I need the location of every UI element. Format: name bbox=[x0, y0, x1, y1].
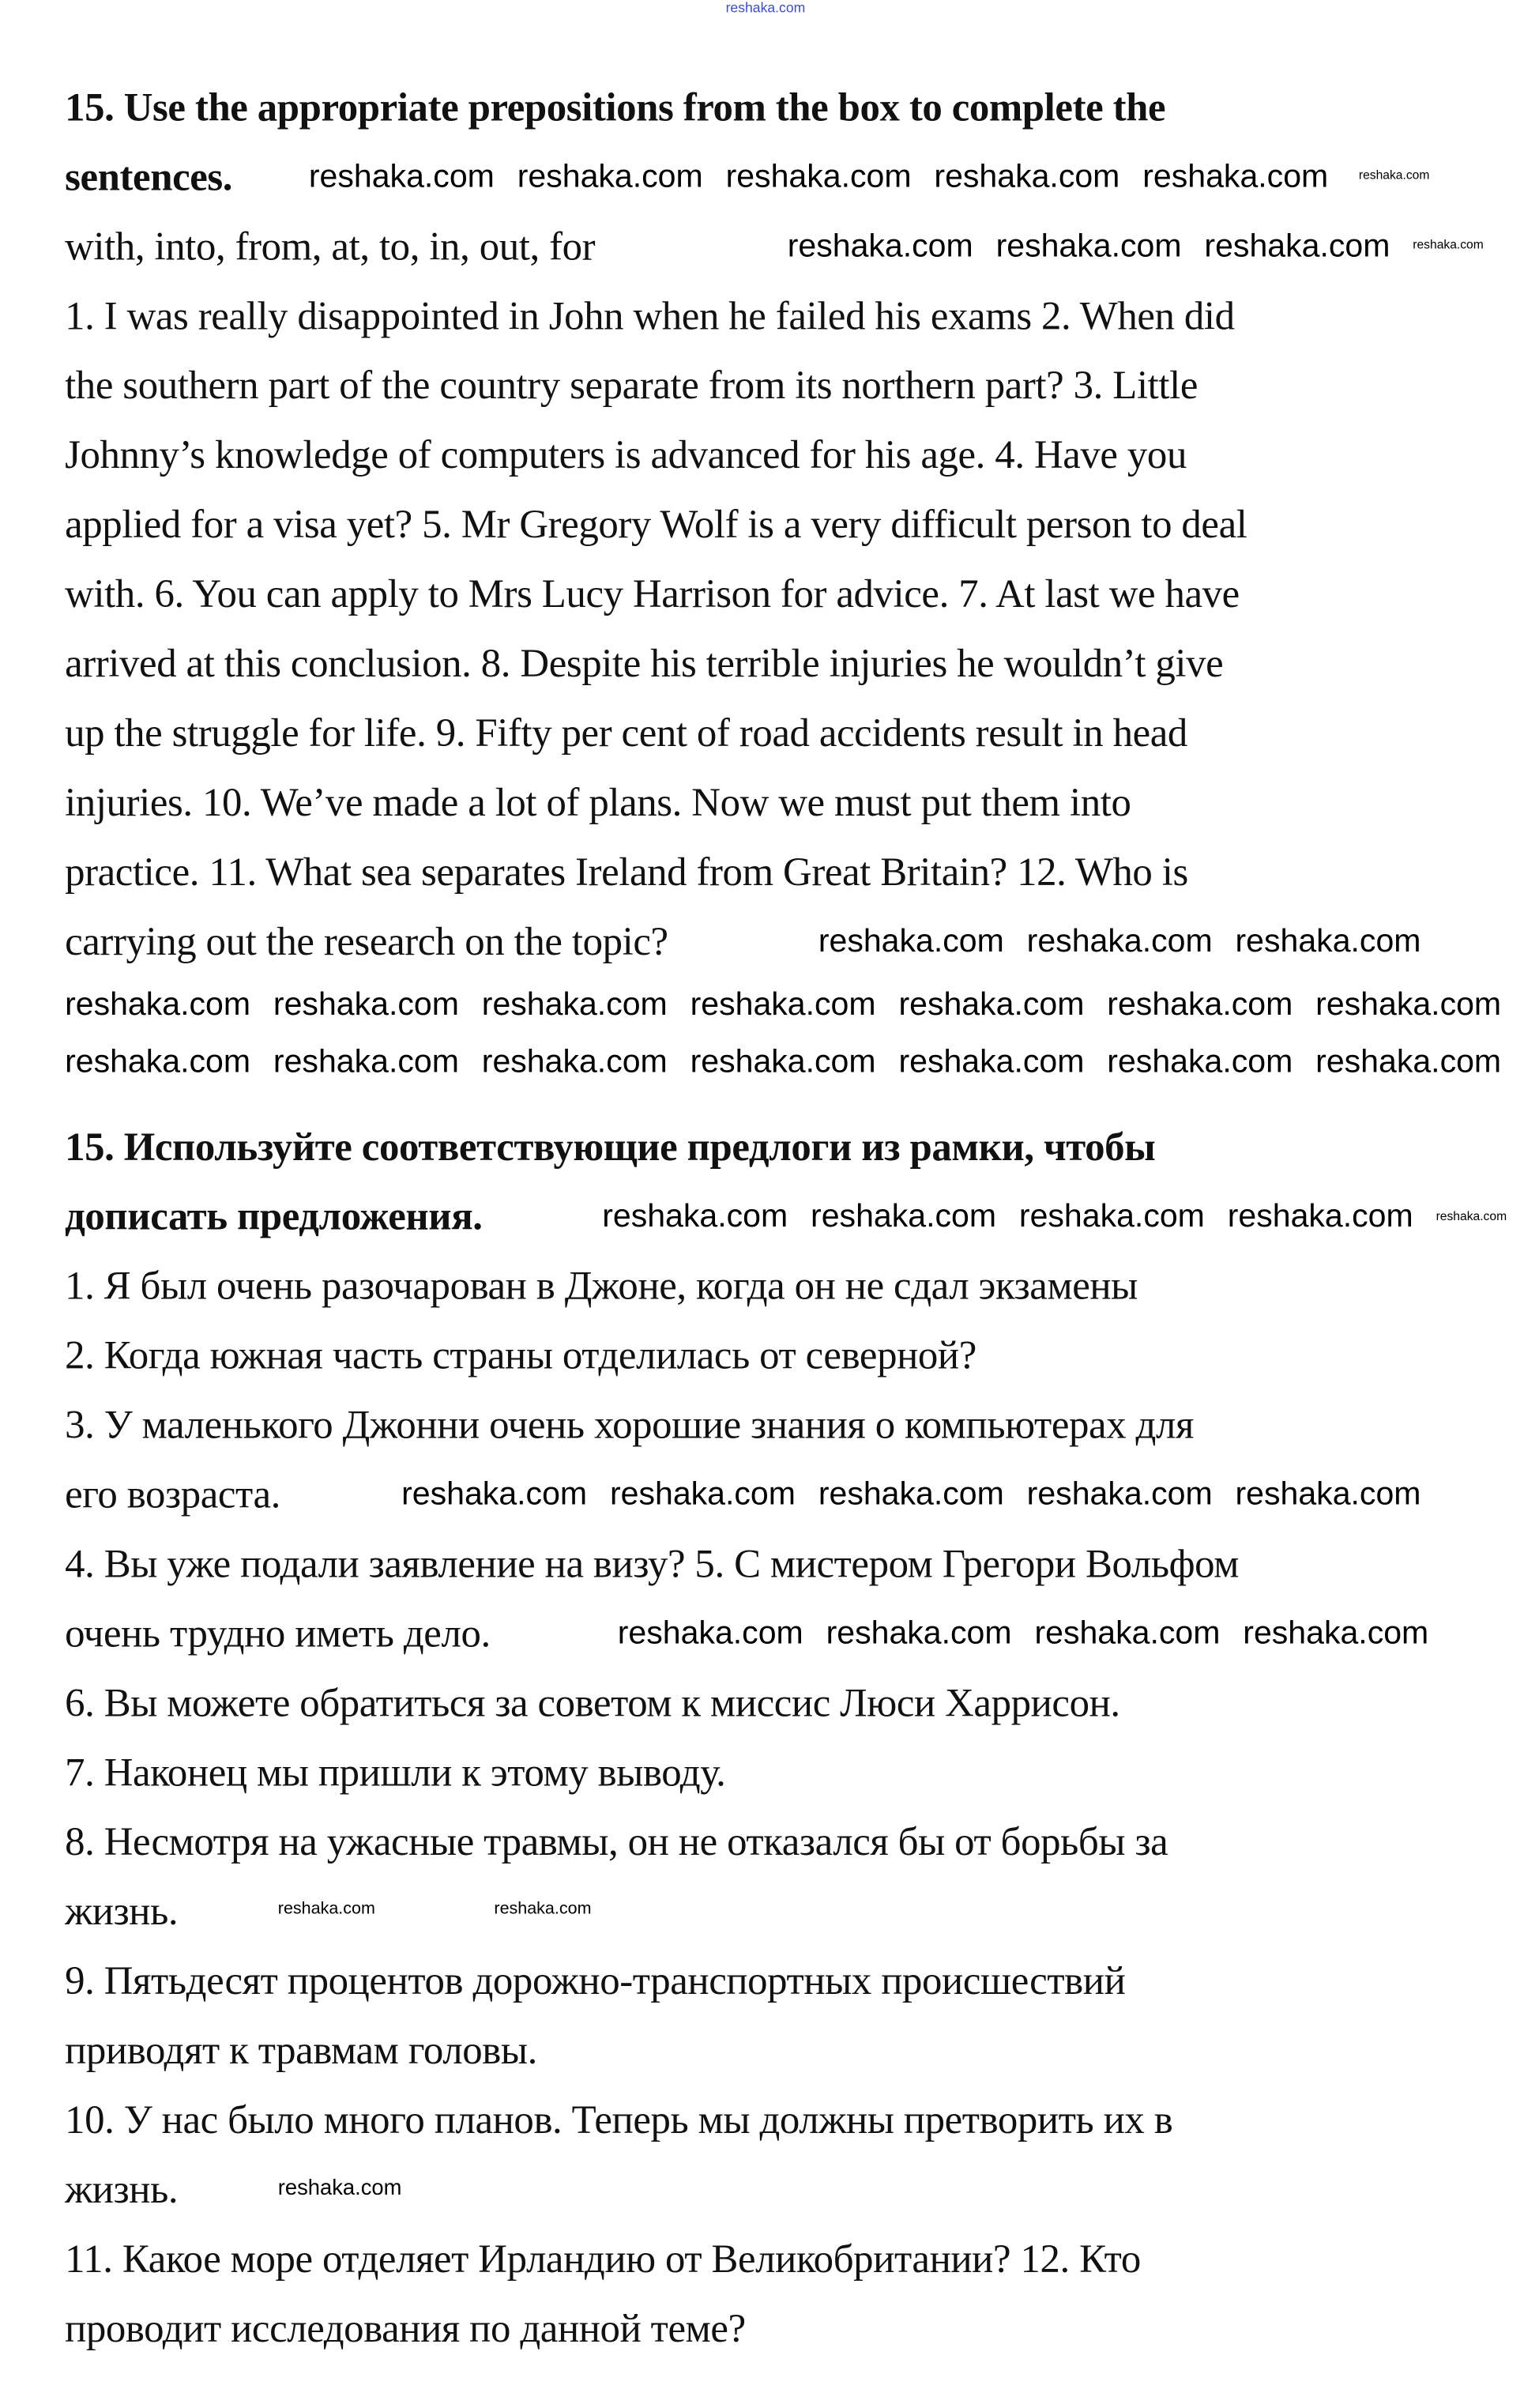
watermark: reshaka.com bbox=[277, 1899, 375, 1919]
text-line: arrived at this conclusion. 8. Despite his terrible injuries he wouldn’t give bbox=[65, 641, 1224, 686]
text-line: 7. Наконец мы пришли к этому выводу. bbox=[65, 1750, 726, 1796]
watermark: reshaka.com bbox=[481, 986, 668, 1023]
watermark: reshaka.com bbox=[725, 159, 912, 195]
watermark: reshaka.com bbox=[787, 228, 973, 265]
watermark: reshaka.com bbox=[308, 159, 495, 195]
watermark: reshaka.com bbox=[617, 1615, 803, 1652]
text-line: жизнь. bbox=[65, 1889, 179, 1934]
watermark: reshaka.com bbox=[1413, 237, 1484, 252]
text-line: проводит исследования по данной теме? bbox=[65, 2305, 746, 2351]
watermark: reshaka.com bbox=[1018, 1198, 1205, 1234]
watermark: reshaka.com bbox=[481, 1044, 668, 1080]
text-line: Johnny’s knowledge of computers is advanced for his age. 4. Have you bbox=[65, 432, 1187, 477]
watermark: reshaka.com bbox=[1107, 1044, 1293, 1080]
text-line: applied for a visa yet? 5. Mr Gregory Wolf is a very difficult person to deal bbox=[65, 502, 1247, 547]
watermark: reshaka.com bbox=[1026, 1476, 1213, 1513]
text-line: injuries. 10. We’ve made a lot of plans. Now we must put them into bbox=[65, 779, 1131, 825]
text-line: 1. I was really disappointed in John when he failed his exams 2. When did bbox=[65, 293, 1235, 339]
watermark: reshaka.com bbox=[1235, 1476, 1421, 1513]
watermark: reshaka.com bbox=[1235, 923, 1421, 959]
text-line: the southern part of the country separate from its northern part? 3. Little bbox=[65, 363, 1199, 408]
watermark: reshaka.com bbox=[277, 2174, 402, 2200]
watermark: reshaka.com bbox=[1358, 168, 1430, 183]
watermark: reshaka.com bbox=[995, 228, 1182, 265]
watermark: reshaka.com bbox=[1107, 986, 1293, 1023]
watermark: reshaka.com bbox=[602, 1198, 788, 1234]
text-line: up the struggle for life. 9. Fifty per cent of road accidents result in head bbox=[65, 710, 1187, 756]
text-line: 9. Пятьдесят процентов дорожно-транспортных происшествий bbox=[65, 1958, 1126, 2003]
text-line: 4. Вы уже подали заявление на визу? 5. С мистером Грегори Вольфом bbox=[65, 1541, 1240, 1587]
watermark: reshaka.com bbox=[494, 1899, 592, 1919]
watermark: reshaka.com bbox=[65, 986, 251, 1023]
text-line: carrying out the research on the topic? bbox=[65, 918, 668, 964]
watermark: reshaka.com bbox=[517, 159, 703, 195]
watermark: reshaka.com bbox=[1142, 159, 1329, 195]
exercise-heading-en-cont: sentences. bbox=[65, 154, 233, 200]
watermark: reshaka.com bbox=[818, 923, 1004, 959]
watermark: reshaka.com bbox=[898, 1044, 1085, 1080]
text-line: 1. Я был очень разочарован в Джоне, когда он не сдал экзамены bbox=[65, 1263, 1138, 1309]
text-line: 11. Какое море отделяет Ирландию от Великобритании? 12. Кто bbox=[65, 2236, 1141, 2282]
watermark: reshaka.com bbox=[401, 1476, 588, 1513]
text-line: жизнь. bbox=[65, 2167, 179, 2212]
watermark-top: reshaka.com bbox=[725, 0, 806, 16]
watermark: reshaka.com bbox=[811, 1198, 997, 1234]
text-line: 3. У маленького Джонни очень хорошие знания о компьютерах для bbox=[65, 1402, 1194, 1448]
watermark: reshaka.com bbox=[1204, 228, 1390, 265]
text-line: 10. У нас было много планов. Теперь мы должны претворить их в bbox=[65, 2097, 1173, 2142]
watermark: reshaka.com bbox=[609, 1476, 796, 1513]
watermark: reshaka.com bbox=[898, 986, 1085, 1023]
watermark: reshaka.com bbox=[273, 986, 459, 1023]
text-line: 2. Когда южная часть страны отделилась от северной? bbox=[65, 1332, 976, 1378]
exercise-heading-en: 15. Use the appropriate prepositions from the box to complete the bbox=[65, 85, 1166, 130]
exercise-heading-ru: 15. Используйте соответствующие предлоги из рамки, чтобы bbox=[65, 1124, 1156, 1170]
text-line: 6. Вы можете обратиться за советом к миссис Люси Харрисон. bbox=[65, 1680, 1120, 1726]
watermark: reshaka.com bbox=[1315, 1044, 1502, 1080]
watermark: reshaka.com bbox=[1034, 1615, 1221, 1652]
watermark: reshaka.com bbox=[1315, 986, 1502, 1023]
watermark: reshaka.com bbox=[934, 159, 1120, 195]
watermark: reshaka.com bbox=[1026, 923, 1213, 959]
watermark: reshaka.com bbox=[1227, 1198, 1413, 1234]
text-line: очень трудно иметь дело. bbox=[65, 1611, 491, 1656]
exercise-heading-ru-cont: дописать предложения. bbox=[65, 1193, 483, 1239]
text-line: practice. 11. What sea separates Ireland from Great Britain? 12. Who is bbox=[65, 849, 1188, 895]
text-line: приводят к травмам головы. bbox=[65, 2028, 537, 2073]
text-line: with. 6. You can apply to Mrs Lucy Harrison for advice. 7. At last we have bbox=[65, 571, 1240, 616]
watermark: reshaka.com bbox=[818, 1476, 1004, 1513]
watermark: reshaka.com bbox=[273, 1044, 459, 1080]
text-line: его возраста. bbox=[65, 1472, 280, 1517]
watermark: reshaka.com bbox=[690, 986, 876, 1023]
preposition-box: with, into, from, at, to, in, out, for bbox=[65, 224, 596, 269]
watermark: reshaka.com bbox=[826, 1615, 1012, 1652]
watermark: reshaka.com bbox=[65, 1044, 251, 1080]
text-line: 8. Несмотря на ужасные травмы, он не отказался бы от борьбы за bbox=[65, 1819, 1168, 1864]
watermark: reshaka.com bbox=[690, 1044, 876, 1080]
watermark: reshaka.com bbox=[1243, 1615, 1429, 1652]
watermark: reshaka.com bbox=[1436, 1209, 1507, 1223]
